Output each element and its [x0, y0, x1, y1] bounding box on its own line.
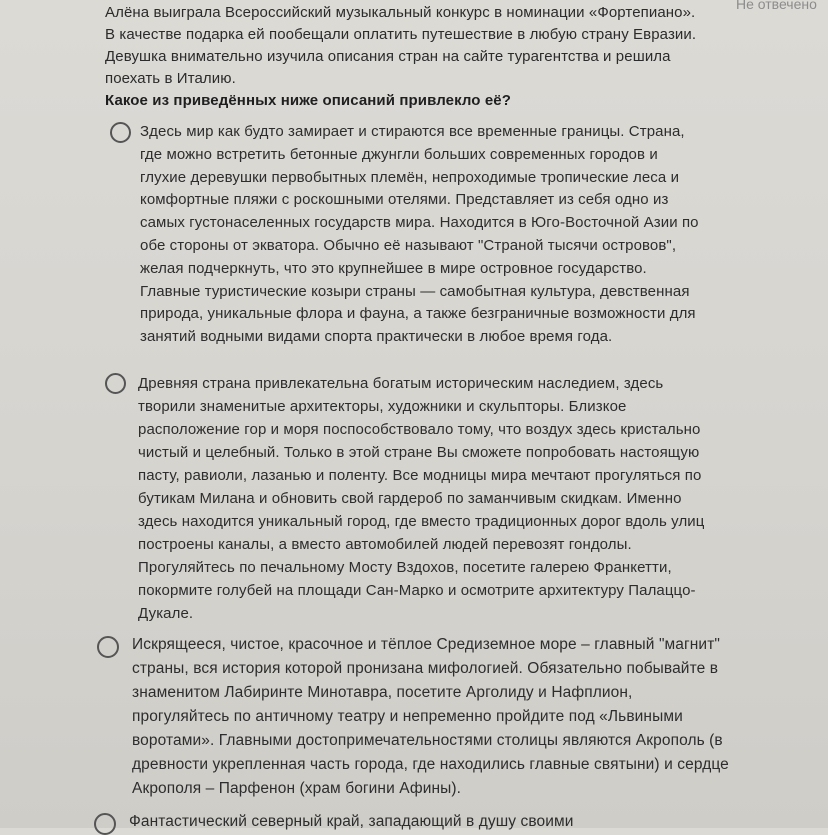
answer-option-3-label[interactable]: Искрящееся, чистое, красочное и тёплое Средиземное море – главный "магнит" страны, вся история которой пронизана мифологией. Обязательно побывайте в знаменитом Лабиринте Минотавра, посетите Арголиду и Нафплион, прогуляйтесь по античному театру и непременно пройдите под «Львиными воротами». Главными достопримечательностями столицы являются Акрополь (в древности укрепленная часть города, где находились главные святыни) и сердце Акрополя – Парфенон (храм богини Афины). [132, 636, 729, 797]
answer-option-3[interactable] [97, 633, 732, 801]
answer-option-2[interactable] [105, 372, 718, 625]
answer-option-4-label[interactable]: Фантастический северный край, западающий в душу своими [129, 813, 574, 830]
question-block [105, 2, 705, 112]
radio-button-1[interactable] [110, 122, 131, 143]
answer-status: Не отвечено [736, 0, 817, 12]
answer-option-4[interactable] [94, 810, 739, 835]
answer-option-1[interactable] [110, 121, 705, 349]
answer-option-1-label[interactable]: Здесь мир как будто замирает и стираются все временные границы. Страна, где можно встретить бетонные джунгли больших современных городов и глухие деревушки первобытных племён, непроходимые тропические леса и комфортные пляжи с роскошными отелями. Представляет из себя одно из самых густонаселенных государств мира. Находится в Юго-Восточной Азии по обе стороны от экватора. Обычно её называют "Страной тысячи островов", желая подчеркнуть, что это крупнейшее в мире островное государство. Главные туристические козыри страны — самобытная культура, девственная природа, уникальные флора и фауна, а также безграничные возможности для занятий водными видами спорта практически в любое время года. [140, 123, 699, 346]
radio-button-2[interactable] [105, 373, 126, 394]
question-text: Алёна выиграла Всероссийский музыкальный конкурс в номинации «Фортепиано». В качестве подарка ей пообещали оплатить путешествие в любую страну Евразии. Девушка внимательно изучила описания стран на сайте турагентства и решила поехать в Италию. [105, 4, 697, 87]
answer-option-2-label[interactable]: Древняя страна привлекательна богатым историческим наследием, здесь творили знаменитые архитекторы, художники и скульпторы. Близкое расположение гор и моря поспособствовало тому, что воздух здесь кристально чистый и целебный. Только в этой стране Вы сможете попробовать настоящую пасту, равиоли, лазанью и поленту. Все модницы мира мечтают прогуляться по бутикам Милана и обновить свой гардероб по заманчивым скидкам. Именно здесь находится уникальный город, где вместо традиционных дорог вдоль улиц построены каналы, а вместо автомобилей людей перевозят гондолы. Прогуляйтесь по печальному Мосту Вздохов, посетите галерею Франкетти, покормите голубей на площади Сан-Марко и осмотрите архитектуру Палаццо-Дукале. [138, 375, 705, 622]
question-prompt: Какое из приведённых ниже описаний привлекло её? [105, 92, 511, 109]
radio-button-4[interactable] [94, 813, 116, 835]
radio-button-3[interactable] [97, 636, 119, 658]
